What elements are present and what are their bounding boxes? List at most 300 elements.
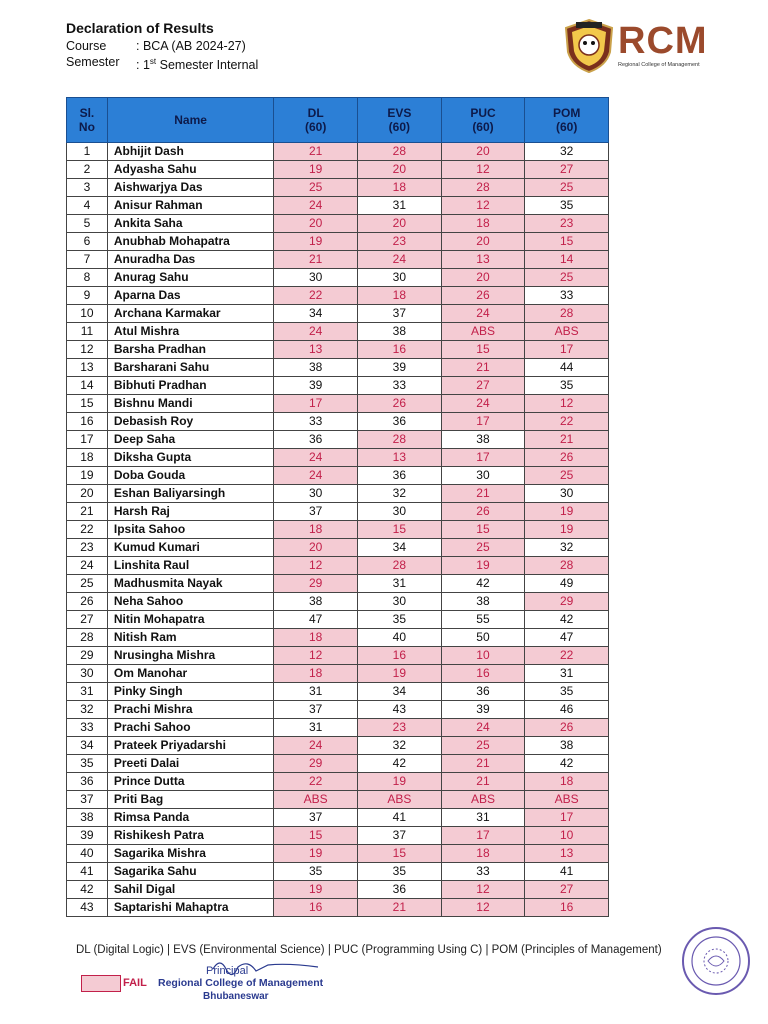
cell-pom: 10 xyxy=(525,827,609,845)
table-row xyxy=(67,557,609,575)
cell-dl: 38 xyxy=(274,359,358,377)
cell-pom: 35 xyxy=(525,683,609,701)
cell-dl: 47 xyxy=(274,611,358,629)
cell-pom: 29 xyxy=(525,593,609,611)
cell-pom: 30 xyxy=(525,485,609,503)
table-row xyxy=(67,143,609,161)
cell-evs: 37 xyxy=(358,827,442,845)
cell-evs: 28 xyxy=(358,431,442,449)
cell-evs: 15 xyxy=(358,521,442,539)
cell-pom: 19 xyxy=(525,521,609,539)
cell-evs: 36 xyxy=(358,881,442,899)
cell-pom: 25 xyxy=(525,467,609,485)
course-label: Course xyxy=(66,39,107,53)
table-row xyxy=(67,701,609,719)
cell-name: Diksha Gupta xyxy=(107,449,273,467)
col-puc: PUC (60) xyxy=(441,98,525,143)
cell-dl: 31 xyxy=(274,683,358,701)
cell-pom: 32 xyxy=(525,143,609,161)
table-row xyxy=(67,539,609,557)
cell-sl: 17 xyxy=(67,431,108,449)
fail-label: FAIL xyxy=(123,977,147,989)
cell-evs: 37 xyxy=(358,305,442,323)
cell-sl: 4 xyxy=(67,197,108,215)
cell-puc: 55 xyxy=(441,611,525,629)
cell-pom: 28 xyxy=(525,305,609,323)
cell-name: Preeti Dalai xyxy=(107,755,273,773)
cell-sl: 19 xyxy=(67,467,108,485)
col-evs: EVS (60) xyxy=(358,98,442,143)
cell-sl: 22 xyxy=(67,521,108,539)
table-row xyxy=(67,413,609,431)
cell-pom: 41 xyxy=(525,863,609,881)
cell-dl: 24 xyxy=(274,737,358,755)
cell-sl: 16 xyxy=(67,413,108,431)
cell-puc: 12 xyxy=(441,161,525,179)
cell-pom: 42 xyxy=(525,755,609,773)
cell-pom: 25 xyxy=(525,269,609,287)
cell-puc: 17 xyxy=(441,449,525,467)
cell-puc: 31 xyxy=(441,809,525,827)
table-row xyxy=(67,647,609,665)
signature-city: Bhubaneswar xyxy=(203,991,269,1002)
cell-sl: 10 xyxy=(67,305,108,323)
cell-name: Prachi Sahoo xyxy=(107,719,273,737)
cell-sl: 14 xyxy=(67,377,108,395)
cell-evs: 39 xyxy=(358,359,442,377)
table-row xyxy=(67,755,609,773)
cell-name: Om Manohar xyxy=(107,665,273,683)
cell-name: Pinky Singh xyxy=(107,683,273,701)
table-row xyxy=(67,323,609,341)
cell-evs: 36 xyxy=(358,467,442,485)
cell-evs: 21 xyxy=(358,899,442,917)
cell-sl: 20 xyxy=(67,485,108,503)
cell-puc: ABS xyxy=(441,323,525,341)
cell-evs: 35 xyxy=(358,611,442,629)
table-row xyxy=(67,377,609,395)
cell-name: Prachi Mishra xyxy=(107,701,273,719)
table-row xyxy=(67,449,609,467)
cell-puc: 10 xyxy=(441,647,525,665)
table-row xyxy=(67,611,609,629)
cell-evs: 15 xyxy=(358,845,442,863)
college-seal-icon xyxy=(680,925,752,997)
cell-pom: 19 xyxy=(525,503,609,521)
cell-evs: 19 xyxy=(358,665,442,683)
cell-sl: 41 xyxy=(67,863,108,881)
cell-sl: 43 xyxy=(67,899,108,917)
cell-evs: 18 xyxy=(358,287,442,305)
cell-dl: ABS xyxy=(274,791,358,809)
cell-sl: 31 xyxy=(67,683,108,701)
cell-pom: 14 xyxy=(525,251,609,269)
cell-evs: 41 xyxy=(358,809,442,827)
cell-name: Bibhuti Pradhan xyxy=(107,377,273,395)
cell-evs: 34 xyxy=(358,539,442,557)
cell-evs: ABS xyxy=(358,791,442,809)
cell-dl: 15 xyxy=(274,827,358,845)
table-row xyxy=(67,773,609,791)
cell-pom: 15 xyxy=(525,233,609,251)
cell-evs: 28 xyxy=(358,143,442,161)
cell-pom: ABS xyxy=(525,323,609,341)
cell-puc: 15 xyxy=(441,341,525,359)
cell-sl: 32 xyxy=(67,701,108,719)
cell-evs: 40 xyxy=(358,629,442,647)
cell-pom: 44 xyxy=(525,359,609,377)
crest-icon xyxy=(562,18,616,74)
cell-dl: 13 xyxy=(274,341,358,359)
cell-puc: 21 xyxy=(441,485,525,503)
cell-sl: 37 xyxy=(67,791,108,809)
cell-name: Prince Dutta xyxy=(107,773,273,791)
cell-puc: 38 xyxy=(441,431,525,449)
cell-evs: 32 xyxy=(358,737,442,755)
cell-puc: 15 xyxy=(441,521,525,539)
cell-pom: ABS xyxy=(525,791,609,809)
college-logo xyxy=(562,18,722,76)
cell-pom: 13 xyxy=(525,845,609,863)
cell-dl: 22 xyxy=(274,287,358,305)
cell-puc: 42 xyxy=(441,575,525,593)
table-row xyxy=(67,233,609,251)
cell-evs: 23 xyxy=(358,233,442,251)
cell-puc: 30 xyxy=(441,467,525,485)
cell-evs: 42 xyxy=(358,755,442,773)
cell-dl: 21 xyxy=(274,143,358,161)
cell-sl: 13 xyxy=(67,359,108,377)
course-row xyxy=(66,38,258,54)
cell-name: Adyasha Sahu xyxy=(107,161,273,179)
cell-name: Kumud Kumari xyxy=(107,539,273,557)
table-row xyxy=(67,341,609,359)
cell-pom: 32 xyxy=(525,539,609,557)
cell-dl: 33 xyxy=(274,413,358,431)
table-row xyxy=(67,629,609,647)
cell-pom: 23 xyxy=(525,215,609,233)
table-row xyxy=(67,395,609,413)
cell-dl: 18 xyxy=(274,629,358,647)
cell-pom: 42 xyxy=(525,611,609,629)
cell-name: Harsh Raj xyxy=(107,503,273,521)
table-row xyxy=(67,215,609,233)
cell-name: Debasish Roy xyxy=(107,413,273,431)
cell-dl: 16 xyxy=(274,899,358,917)
cell-evs: 18 xyxy=(358,179,442,197)
cell-puc: 38 xyxy=(441,593,525,611)
cell-dl: 30 xyxy=(274,485,358,503)
col-name: Name xyxy=(107,98,273,143)
cell-sl: 3 xyxy=(67,179,108,197)
cell-puc: 13 xyxy=(441,251,525,269)
table-row xyxy=(67,161,609,179)
cell-name: Anisur Rahman xyxy=(107,197,273,215)
table-row xyxy=(67,665,609,683)
cell-sl: 8 xyxy=(67,269,108,287)
cell-puc: 12 xyxy=(441,899,525,917)
cell-dl: 12 xyxy=(274,647,358,665)
table-row xyxy=(67,809,609,827)
cell-puc: 33 xyxy=(441,863,525,881)
cell-dl: 29 xyxy=(274,575,358,593)
table-row xyxy=(67,431,609,449)
cell-name: Nrusingha Mishra xyxy=(107,647,273,665)
cell-evs: 36 xyxy=(358,413,442,431)
cell-dl: 20 xyxy=(274,215,358,233)
cell-sl: 12 xyxy=(67,341,108,359)
cell-puc: 24 xyxy=(441,395,525,413)
cell-evs: 30 xyxy=(358,269,442,287)
brand-text: RCM xyxy=(618,20,708,62)
cell-evs: 28 xyxy=(358,557,442,575)
document-title: Declaration of Results xyxy=(66,20,214,36)
cell-evs: 33 xyxy=(358,377,442,395)
cell-sl: 39 xyxy=(67,827,108,845)
cell-dl: 19 xyxy=(274,233,358,251)
signature-college: Regional College of Management xyxy=(158,977,324,989)
cell-dl: 17 xyxy=(274,395,358,413)
cell-puc: 27 xyxy=(441,377,525,395)
cell-puc: 17 xyxy=(441,413,525,431)
cell-dl: 37 xyxy=(274,503,358,521)
cell-sl: 6 xyxy=(67,233,108,251)
table-row xyxy=(67,305,609,323)
cell-puc: ABS xyxy=(441,791,525,809)
cell-name: Anubhab Mohapatra xyxy=(107,233,273,251)
cell-pom: 22 xyxy=(525,413,609,431)
brand-tagline: Regional College of Management xyxy=(618,62,700,68)
cell-dl: 24 xyxy=(274,197,358,215)
cell-name: Sagarika Mishra xyxy=(107,845,273,863)
cell-dl: 20 xyxy=(274,539,358,557)
cell-name: Saptarishi Mahaptra xyxy=(107,899,273,917)
cell-evs: 35 xyxy=(358,863,442,881)
cell-name: Neha Sahoo xyxy=(107,593,273,611)
cell-pom: 35 xyxy=(525,197,609,215)
cell-puc: 26 xyxy=(441,503,525,521)
cell-pom: 17 xyxy=(525,809,609,827)
cell-puc: 12 xyxy=(441,881,525,899)
cell-puc: 26 xyxy=(441,287,525,305)
table-row xyxy=(67,287,609,305)
cell-pom: 31 xyxy=(525,665,609,683)
cell-sl: 34 xyxy=(67,737,108,755)
cell-puc: 17 xyxy=(441,827,525,845)
cell-puc: 24 xyxy=(441,719,525,737)
cell-dl: 36 xyxy=(274,431,358,449)
cell-sl: 26 xyxy=(67,593,108,611)
cell-evs: 16 xyxy=(358,341,442,359)
cell-puc: 18 xyxy=(441,215,525,233)
subject-legend: DL (Digital Logic) | EVS (Environmental Science) | PUC (Programming Using C) | POM (Principles of Management) xyxy=(76,944,662,956)
cell-puc: 20 xyxy=(441,233,525,251)
cell-name: Nitin Mohapatra xyxy=(107,611,273,629)
cell-name: Rimsa Panda xyxy=(107,809,273,827)
table-row xyxy=(67,863,609,881)
table-row xyxy=(67,719,609,737)
cell-name: Anuradha Das xyxy=(107,251,273,269)
cell-pom: 28 xyxy=(525,557,609,575)
cell-dl: 19 xyxy=(274,845,358,863)
cell-sl: 29 xyxy=(67,647,108,665)
cell-pom: 22 xyxy=(525,647,609,665)
cell-pom: 16 xyxy=(525,899,609,917)
course-value: : BCA (AB 2024-27) xyxy=(136,39,246,53)
cell-sl: 24 xyxy=(67,557,108,575)
cell-name: Ipsita Sahoo xyxy=(107,521,273,539)
cell-puc: 24 xyxy=(441,305,525,323)
cell-dl: 24 xyxy=(274,449,358,467)
cell-dl: 25 xyxy=(274,179,358,197)
principal-signature xyxy=(158,955,328,1015)
table-row xyxy=(67,899,609,917)
cell-sl: 9 xyxy=(67,287,108,305)
cell-sl: 36 xyxy=(67,773,108,791)
cell-evs: 34 xyxy=(358,683,442,701)
cell-pom: 35 xyxy=(525,377,609,395)
cell-name: Abhijit Dash xyxy=(107,143,273,161)
col-pom: POM (60) xyxy=(525,98,609,143)
table-row xyxy=(67,881,609,899)
document-header xyxy=(66,20,258,73)
cell-evs: 43 xyxy=(358,701,442,719)
cell-name: Sagarika Sahu xyxy=(107,863,273,881)
table-row xyxy=(67,593,609,611)
cell-pom: 26 xyxy=(525,449,609,467)
cell-evs: 32 xyxy=(358,485,442,503)
cell-dl: 19 xyxy=(274,881,358,899)
cell-pom: 26 xyxy=(525,719,609,737)
cell-pom: 27 xyxy=(525,881,609,899)
cell-dl: 19 xyxy=(274,161,358,179)
table-row xyxy=(67,575,609,593)
col-sl: Sl. No xyxy=(67,98,108,143)
cell-puc: 36 xyxy=(441,683,525,701)
table-row xyxy=(67,827,609,845)
cell-sl: 7 xyxy=(67,251,108,269)
cell-puc: 25 xyxy=(441,737,525,755)
semester-row xyxy=(66,54,258,73)
cell-dl: 22 xyxy=(274,773,358,791)
cell-pom: 25 xyxy=(525,179,609,197)
cell-name: Rishikesh Patra xyxy=(107,827,273,845)
cell-name: Madhusmita Nayak xyxy=(107,575,273,593)
cell-dl: 38 xyxy=(274,593,358,611)
cell-name: Nitish Ram xyxy=(107,629,273,647)
cell-puc: 18 xyxy=(441,845,525,863)
cell-sl: 28 xyxy=(67,629,108,647)
cell-pom: 27 xyxy=(525,161,609,179)
cell-dl: 37 xyxy=(274,701,358,719)
cell-name: Atul Mishra xyxy=(107,323,273,341)
cell-name: Bishnu Mandi xyxy=(107,395,273,413)
cell-dl: 30 xyxy=(274,269,358,287)
cell-evs: 19 xyxy=(358,773,442,791)
cell-name: Aishwarjya Das xyxy=(107,179,273,197)
cell-puc: 21 xyxy=(441,755,525,773)
results-table xyxy=(66,97,609,917)
semester-value: : 1st Semester Internal xyxy=(136,57,259,73)
table-row xyxy=(67,197,609,215)
cell-dl: 21 xyxy=(274,251,358,269)
table-row xyxy=(67,737,609,755)
table-row xyxy=(67,251,609,269)
table-row xyxy=(67,845,609,863)
cell-puc: 21 xyxy=(441,773,525,791)
cell-sl: 2 xyxy=(67,161,108,179)
cell-evs: 30 xyxy=(358,593,442,611)
cell-sl: 1 xyxy=(67,143,108,161)
cell-puc: 39 xyxy=(441,701,525,719)
cell-evs: 26 xyxy=(358,395,442,413)
cell-sl: 23 xyxy=(67,539,108,557)
cell-evs: 31 xyxy=(358,197,442,215)
cell-dl: 18 xyxy=(274,665,358,683)
col-dl: DL (60) xyxy=(274,98,358,143)
cell-pom: 47 xyxy=(525,629,609,647)
cell-pom: 12 xyxy=(525,395,609,413)
cell-dl: 31 xyxy=(274,719,358,737)
cell-puc: 50 xyxy=(441,629,525,647)
cell-evs: 16 xyxy=(358,647,442,665)
cell-sl: 18 xyxy=(67,449,108,467)
cell-dl: 39 xyxy=(274,377,358,395)
cell-sl: 25 xyxy=(67,575,108,593)
semester-label: Semester xyxy=(66,55,120,69)
cell-sl: 33 xyxy=(67,719,108,737)
table-row xyxy=(67,521,609,539)
signature-title: Principal xyxy=(206,965,249,977)
cell-puc: 12 xyxy=(441,197,525,215)
table-row xyxy=(67,467,609,485)
cell-name: Sahil Digal xyxy=(107,881,273,899)
cell-sl: 11 xyxy=(67,323,108,341)
cell-sl: 21 xyxy=(67,503,108,521)
cell-evs: 31 xyxy=(358,575,442,593)
cell-dl: 24 xyxy=(274,467,358,485)
cell-evs: 13 xyxy=(358,449,442,467)
cell-name: Barsharani Sahu xyxy=(107,359,273,377)
cell-dl: 18 xyxy=(274,521,358,539)
cell-puc: 21 xyxy=(441,359,525,377)
table-row xyxy=(67,269,609,287)
cell-pom: 33 xyxy=(525,287,609,305)
cell-sl: 38 xyxy=(67,809,108,827)
cell-puc: 20 xyxy=(441,143,525,161)
cell-puc: 16 xyxy=(441,665,525,683)
cell-name: Prateek Priyadarshi xyxy=(107,737,273,755)
cell-dl: 34 xyxy=(274,305,358,323)
cell-name: Ankita Saha xyxy=(107,215,273,233)
cell-puc: 20 xyxy=(441,269,525,287)
cell-evs: 30 xyxy=(358,503,442,521)
cell-pom: 21 xyxy=(525,431,609,449)
cell-evs: 23 xyxy=(358,719,442,737)
cell-name: Doba Gouda xyxy=(107,467,273,485)
cell-evs: 24 xyxy=(358,251,442,269)
cell-sl: 42 xyxy=(67,881,108,899)
cell-name: Priti Bag xyxy=(107,791,273,809)
cell-name: Eshan Baliyarsingh xyxy=(107,485,273,503)
cell-pom: 38 xyxy=(525,737,609,755)
cell-dl: 29 xyxy=(274,755,358,773)
cell-name: Archana Karmakar xyxy=(107,305,273,323)
cell-evs: 38 xyxy=(358,323,442,341)
cell-pom: 46 xyxy=(525,701,609,719)
table-header-row xyxy=(67,98,609,143)
cell-name: Barsha Pradhan xyxy=(107,341,273,359)
